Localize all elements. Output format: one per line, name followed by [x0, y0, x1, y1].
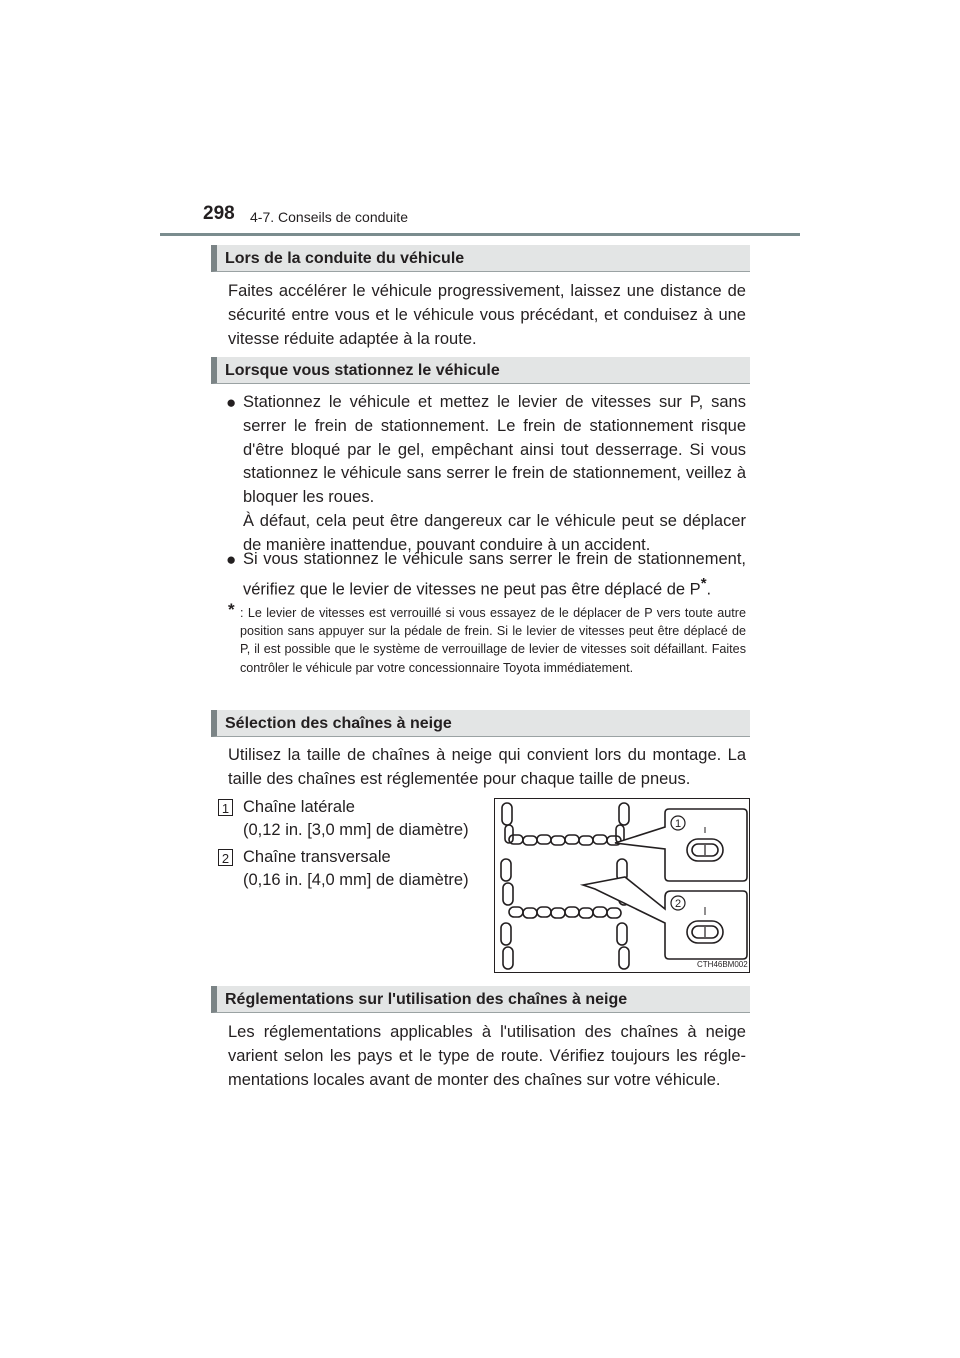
cross-chain-upper: [509, 835, 621, 845]
footnote: [228, 600, 746, 677]
text-regulations: Les réglementations applicables à l'utilisation des chaînes à neige varient selon les pays et le type de route. Vérifiez toujours les régle-mentations locales avant de monter des chaînes sur votre véhicule.: [228, 1023, 746, 1089]
footnote-marker: *: [700, 574, 707, 592]
snow-chain-figure: [494, 798, 750, 973]
chapter-title: 4-7. Conseils de conduite: [250, 209, 408, 225]
figure-code: CTH46BM002: [697, 960, 748, 969]
bullet-dot: ●: [226, 550, 237, 569]
bullet-2-text: Si vous stationnez le véhicule sans serrer le frein de stationnement, vérifiez que le levier de vitesses ne peut pas être déplacé de P*.: [243, 550, 746, 599]
item-number-1: 1: [218, 799, 233, 816]
text-driving: Faites accélérer le véhicule progressivement, laissez une distance de sécurité entre vous et le véhicule vous précédant, et conduisez à une vitesse réduite adaptée à la route.: [228, 282, 746, 348]
bullet-1-warning: À défaut, cela peut être dangereux car le véhicule peut se déplacer de manière inattendue, pouvant conduire à un accident.: [243, 511, 746, 554]
item-number-2: 2: [218, 849, 233, 866]
cross-chain-lower: [509, 907, 621, 918]
item-2-label: Chaîne transversale: [243, 848, 391, 866]
item-1-detail: (0,12 in. [3,0 mm] de diamètre): [243, 821, 469, 839]
bullet-parking-1: [228, 391, 746, 558]
page-number: 298: [203, 203, 235, 224]
bullet-dot: ●: [226, 393, 237, 412]
callout-number-1: 1: [674, 818, 682, 830]
item-cross-chain: [218, 846, 469, 892]
heading-chains: Sélection des chaînes à neige: [211, 710, 750, 737]
footnote-star: *: [228, 600, 235, 619]
heading-driving: Lors de la conduite du véhicule: [211, 245, 750, 272]
header-rule: [160, 233, 800, 236]
side-chain-left: [501, 803, 513, 969]
bullet-parking-2: [228, 548, 746, 602]
heading-parking: Lorsque vous stationnez le véhicule: [211, 357, 750, 384]
footnote-text: : Le levier de vitesses est verrouillé si vous essayez de le déplacer de P vers toute autre position sans appuyer sur la pédale de frein. Si le levier de vitesses peut être déplacé de P, il est possible que le système de verrouillage de levier de vitesses soit défaillant. Faites contrôler le véhicule par votre concessionnaire Toyota immédiatement.: [240, 606, 746, 675]
text-chains: Utilisez la taille de chaînes à neige qui convient lors du montage. La taille des chaînes est réglementée pour chaque taille de pneus.: [228, 746, 746, 788]
bullet-1-paragraph: Stationnez le véhicule et mettez le levier de vitesses sur P, sans serrer le frein de stationnement. Le frein de stationnement risque d'être bloqué par le gel, empêchant ainsi tout desserrage. Si vous stationnez le véhicule sans serrer le frein de stationnement, veillez à bloquer les roues.: [243, 393, 746, 507]
callout-number-2: 2: [674, 898, 682, 910]
item-1-label: Chaîne latérale: [243, 798, 355, 816]
item-side-chain: [218, 796, 469, 842]
callout-cross-chain: [583, 877, 747, 959]
heading-regulations: Réglementations sur l'utilisation des chaînes à neige: [211, 986, 750, 1013]
item-2-detail: (0,16 in. [4,0 mm] de diamètre): [243, 871, 469, 889]
